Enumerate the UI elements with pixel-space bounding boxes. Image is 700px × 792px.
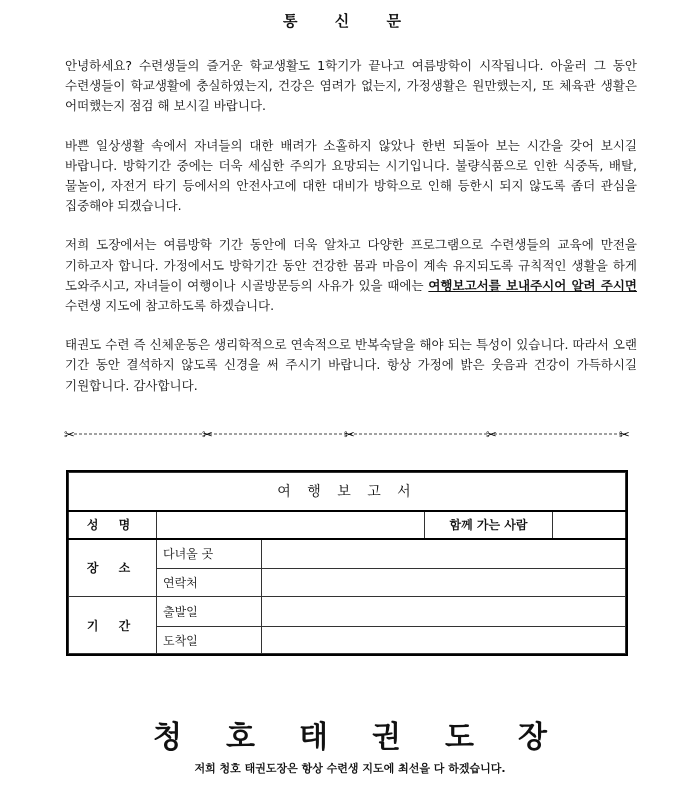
letter-paragraph-3 (65, 235, 637, 316)
cut-line (64, 426, 634, 442)
scissors-icon: ✂ (344, 428, 355, 442)
period-label: 기 간 (69, 597, 157, 654)
letter-paragraph-4: 태권도 수련 즉 신체운동은 생리학적으로 연속적으로 반복숙달을 해야 되는 특성이 있습니다. 따라서 오랜 기간 동안 결석하지 않도록 신경을 써 주시기 바랍니다. 항상 가정에 밝은 웃음과 건강이 가득하시길 기원합니다. 감사합니다. (65, 337, 637, 393)
letter-paragraph-3-text: 저희 도장에서는 여름방학 기간 동안에 더욱 알차고 다양한 프로그램으로 수련생들의 교육에 만전을 기하고자 합니다. 가정에서도 방학기간 동안 건강한 몸과 마음이 계속 유지되도록 규칙적인 생활을 하게 도와주시고, 자녀들이 여행이나 시골방문등의 사유가 있을 때에는 (65, 237, 637, 293)
name-field[interactable] (157, 512, 424, 538)
scissors-icon: ✂ (619, 428, 630, 442)
letter-paragraph-2: 바쁜 일상생활 속에서 자녀들의 대한 배려가 소홀하지 않았나 한번 되돌아 보는 시간을 갖어 보시길 바랍니다. 방학기간 중에는 더욱 세심한 주의가 요망되는 시기입니다. 불량식품으로 인한 식중독, 배탈, 물놀이, 자전거 타기 등에서의 안전사고에 대한 대비가 방학으로 인해 등한시 되지 않도록 좀더 관심을 집중해야 되겠습니다. (65, 137, 637, 214)
letter-paragraph-1: 안녕하세요? 수련생들의 즐거운 학교생활도 1학기가 끝나고 여름방학이 시작됩니다. 아울러 그 동안 수련생들이 학교생활에 충실하였는지, 건강은 염려가 없는지, 가정생활은 원만했는지, 또 체육관 생활은 어떠했는지 점검 해 보시길 바랍니다. (65, 58, 637, 114)
page-title: 통 신 문 (283, 12, 417, 30)
companion-field[interactable] (553, 512, 625, 538)
destination-field[interactable] (262, 540, 625, 569)
travel-report-form (66, 470, 628, 656)
companion-cell (553, 511, 626, 539)
arrival-cell (262, 627, 626, 654)
departure-label: 출발일 (157, 597, 262, 627)
letter-body (65, 56, 637, 415)
arrival-field[interactable] (262, 627, 625, 653)
dojang-slogan: 저희 청호 태권도장은 항상 수련생 지도에 최선을 다 하겠습니다. (194, 762, 506, 775)
name-label: 성 명 (69, 511, 157, 539)
dojang-name: 청호태권도장 (153, 720, 591, 755)
departure-cell (262, 597, 626, 627)
scissors-icon: ✂ (64, 428, 75, 442)
name-cell (157, 511, 425, 539)
contact-label: 연락처 (157, 569, 262, 597)
companion-label: 함께 가는 사람 (425, 511, 553, 539)
destination-cell (262, 539, 626, 569)
letter-paragraph-3-end: 수련생 지도에 참고하도록 하겠습니다. (65, 298, 275, 314)
scissors-icon: ✂ (202, 428, 213, 442)
form-title: 여 행 보 고 서 (69, 473, 626, 511)
scissors-icon: ✂ (486, 428, 497, 442)
travel-report-request: 여행보고서를 보내주시어 알려 주시면 (428, 277, 637, 293)
departure-field[interactable] (262, 597, 625, 626)
contact-field[interactable] (262, 569, 625, 596)
place-label: 장 소 (69, 539, 157, 597)
destination-label: 다녀올 곳 (157, 539, 262, 569)
contact-cell (262, 569, 626, 597)
arrival-label: 도착일 (157, 627, 262, 654)
